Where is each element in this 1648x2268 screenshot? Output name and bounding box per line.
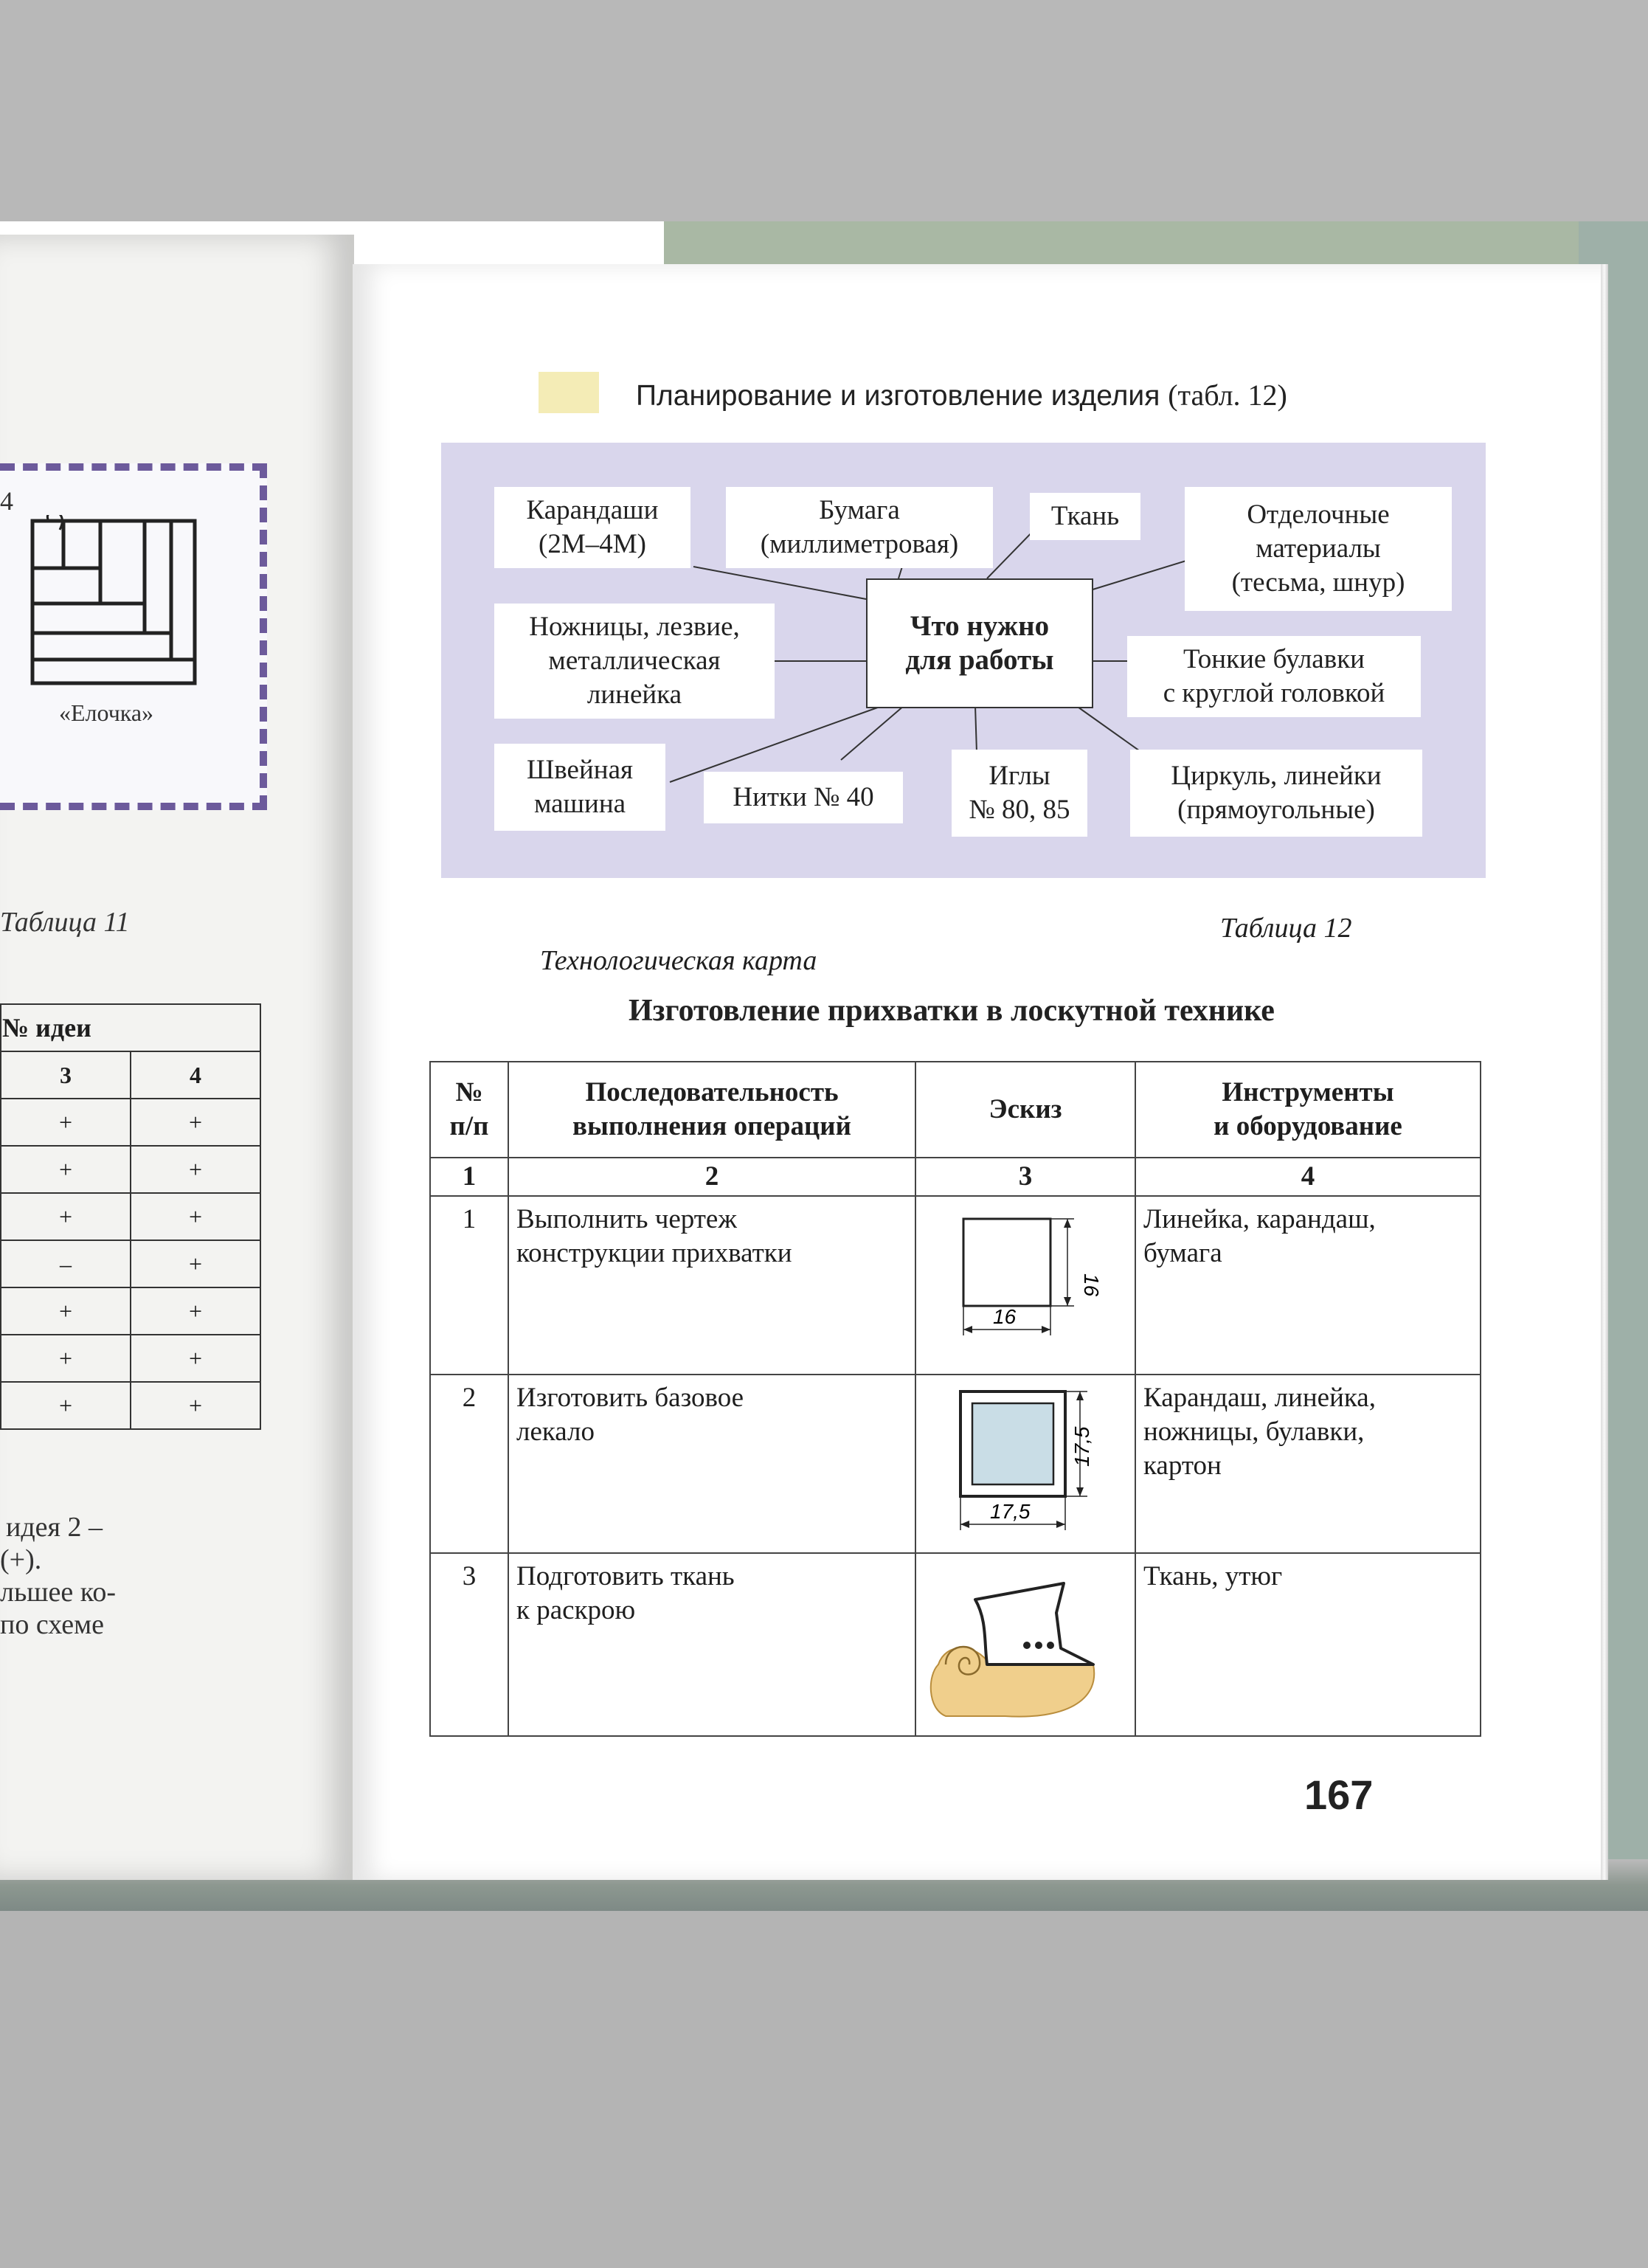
table-column-number: 1	[430, 1158, 508, 1196]
tools-line: Карандаш, линейка,	[1143, 1383, 1376, 1413]
scan-background-top	[0, 0, 1648, 221]
table-column-header-line: Последовательность	[585, 1077, 839, 1107]
row-number: 2	[430, 1375, 508, 1553]
table-column-header	[430, 1062, 508, 1158]
tools-line: Ткань, утюг	[1143, 1561, 1283, 1591]
left-table-row	[1, 1287, 260, 1335]
operation-line: конструкции прихватки	[516, 1238, 792, 1268]
diagram-item-line: с круглой головкой	[1163, 678, 1385, 708]
diagram-item-line: Иглы	[989, 761, 1050, 791]
diagram-item-line: Швейная	[526, 755, 634, 785]
operation-cell	[508, 1553, 915, 1736]
tools-cell	[1135, 1553, 1481, 1736]
table-column-header-line: №	[455, 1077, 483, 1107]
diagram-item-line: Тонкие булавки	[1183, 644, 1365, 674]
sketch-cell	[915, 1553, 1135, 1736]
diagram-item	[704, 772, 903, 823]
diagram-item	[1127, 636, 1421, 717]
section-title-ref: (табл. 12)	[1168, 378, 1287, 412]
left-table	[0, 1003, 261, 1430]
table-column-header-line: п/п	[449, 1111, 489, 1141]
table-row	[430, 1553, 1481, 1736]
row-number: 1	[430, 1196, 508, 1375]
sketch-cell	[915, 1375, 1135, 1553]
table-column-header-line: выполнения операций	[572, 1111, 851, 1141]
elochka-frame	[0, 463, 267, 810]
left-table-column-header: 4	[131, 1051, 260, 1099]
diagram-item-line: линейка	[586, 680, 682, 710]
sketch-height-label: 17,5	[1070, 1426, 1093, 1467]
diagram-item-line: материалы	[1256, 533, 1381, 564]
elochka-pattern-icon	[27, 515, 204, 692]
section-title-text: Планирование и изготовление изделия	[636, 380, 1160, 412]
sketch-width-label: 17,5	[990, 1500, 1031, 1523]
table-title: Изготовление прихватки в лоскутной технике	[629, 994, 1275, 1028]
operation-line: Изготовить базовое	[516, 1383, 744, 1413]
diagram-item-line: Карандаши	[526, 495, 659, 525]
table-column-number: 2	[508, 1158, 915, 1196]
table-column-number: 3	[915, 1158, 1135, 1196]
diagram-center	[866, 578, 1093, 708]
diagram-item-line: Отделочные	[1247, 499, 1390, 530]
operation-line: лекало	[516, 1417, 595, 1447]
elochka-number: 4	[0, 486, 13, 516]
tech-card-table	[429, 1061, 1481, 1737]
row-number: 3	[430, 1553, 508, 1736]
diagram-item	[1030, 493, 1140, 540]
left-table-cell: +	[131, 1099, 260, 1146]
diagram-item	[1185, 487, 1452, 611]
diagram-item-line: металлическая	[548, 646, 721, 676]
diagram-item-line: Ткань	[1050, 501, 1120, 531]
left-table-cell: +	[131, 1146, 260, 1193]
diagram-item-line: (2М–4М)	[539, 529, 646, 559]
diagram-item-line: машина	[533, 789, 626, 819]
section-title	[636, 378, 1287, 412]
left-table-row	[1, 1099, 260, 1146]
diagram-item-line: Ножницы, лезвие,	[529, 612, 740, 642]
diagram-center-line: для работы	[905, 644, 1054, 676]
table-column-number: 4	[1135, 1158, 1481, 1196]
operation-cell	[508, 1375, 915, 1553]
left-bottom-line: льшее ко-	[0, 1577, 116, 1608]
left-bottom-line: идея 2 –	[6, 1512, 103, 1543]
left-table-column-header: 3	[1, 1051, 131, 1099]
table-row	[430, 1196, 1481, 1375]
sketch-width-label: 16	[993, 1305, 1017, 1328]
table-column-header-line: Эскиз	[989, 1094, 1062, 1124]
diagram-item-line: Циркуль, линейки	[1171, 761, 1382, 791]
diagram-item	[494, 744, 665, 831]
diagram-item-line: (тесьма, шнур)	[1231, 567, 1405, 598]
diagram-item	[726, 487, 993, 568]
left-table-cell: +	[1, 1146, 131, 1193]
right-page-edge	[1601, 264, 1608, 1880]
operation-line: к раскрою	[516, 1595, 636, 1625]
table-column-header-line: Инструменты	[1222, 1077, 1394, 1107]
tools-line: Линейка, карандаш,	[1143, 1204, 1376, 1234]
iron-fabric-icon	[916, 1554, 1135, 1731]
sketch-height-label: 16	[1080, 1273, 1103, 1297]
tools-line: ножницы, булавки,	[1143, 1417, 1365, 1447]
table-column-header-line: и оборудование	[1214, 1111, 1402, 1141]
table-column-header	[915, 1062, 1135, 1158]
left-table-row	[1, 1193, 260, 1240]
tech-card-label: Технологическая карта	[540, 945, 817, 976]
operation-line: Подготовить ткань	[516, 1561, 735, 1591]
left-bottom-line: (+).	[0, 1544, 42, 1575]
operation-line: Выполнить чертеж	[516, 1204, 737, 1234]
left-table-cell: +	[1, 1099, 131, 1146]
diagram-item	[494, 487, 690, 568]
book-cover-top	[664, 221, 1648, 266]
diagram-item-line: (миллиметровая)	[760, 529, 959, 559]
left-table-cell: +	[131, 1240, 260, 1287]
tools-cell	[1135, 1196, 1481, 1375]
table-column-header	[1135, 1062, 1481, 1158]
scan-background-bottom	[0, 1904, 1648, 2268]
left-table-cell: +	[1, 1382, 131, 1429]
left-table-row	[1, 1146, 260, 1193]
left-table-row	[1, 1240, 260, 1287]
left-table-cell: –	[1, 1240, 131, 1287]
diagram-item-line: Нитки № 40	[733, 782, 874, 812]
diagram-center-line: Что нужно	[910, 610, 1050, 642]
elochka-label: «Елочка»	[59, 699, 154, 726]
table-column-header	[508, 1062, 915, 1158]
left-table-cell: +	[1, 1193, 131, 1240]
left-bottom-line: по схеме	[0, 1609, 105, 1640]
operation-cell	[508, 1196, 915, 1375]
table11-caption: Таблица 11	[0, 907, 130, 938]
tools-cell	[1135, 1375, 1481, 1553]
left-table-cell: +	[131, 1193, 260, 1240]
page-number: 167	[1304, 1771, 1374, 1818]
left-table-cell: +	[1, 1335, 131, 1382]
square-drawing-icon	[916, 1197, 1135, 1374]
section-marker	[539, 372, 599, 413]
left-table-header: № идеи	[1, 1004, 260, 1051]
diagram-item	[494, 604, 775, 719]
diagram-item-line: Бумага	[819, 495, 900, 525]
left-table-cell: +	[1, 1287, 131, 1335]
left-table-row	[1, 1335, 260, 1382]
sketch-cell	[915, 1196, 1135, 1375]
tools-line: бумага	[1143, 1238, 1222, 1268]
diagram-item-line: № 80, 85	[969, 795, 1070, 825]
table-row	[430, 1375, 1481, 1553]
left-table-cell: +	[131, 1382, 260, 1429]
left-table-cell: +	[131, 1287, 260, 1335]
diagram-item-line: (прямоугольные)	[1177, 795, 1375, 825]
tools-line: картон	[1143, 1451, 1222, 1481]
diagram-item	[952, 750, 1087, 837]
left-table-cell: +	[131, 1335, 260, 1382]
table-caption: Таблица 12	[1220, 913, 1352, 944]
diagram-item	[1130, 750, 1422, 837]
template-drawing-icon	[916, 1375, 1135, 1552]
left-table-row	[1, 1382, 260, 1429]
